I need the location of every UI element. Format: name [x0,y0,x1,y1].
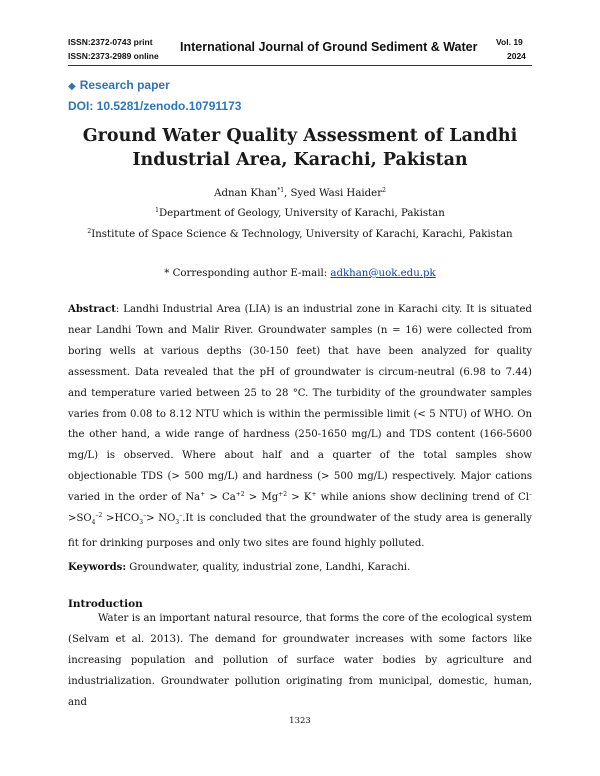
so4-charge: –2 [95,512,103,520]
abstract-label: Abstract [68,304,116,315]
abstract-text-6: >SO [68,513,92,525]
volume: Vol. 19 [496,37,523,47]
mg-charge: +2 [278,491,288,499]
affiliation-1-text: Department of Geology, University of Karachi, Pakistan [158,208,445,219]
so4-subscript: 4 [91,519,96,527]
na-charge: + [200,491,206,499]
keywords-text: Groundwater, quality, industrial zone, Landhi, Karachi. [126,562,411,573]
abstract-text-5: while anions show declining trend of Cl [316,492,530,504]
header-divider [68,65,532,66]
no3-charge: – [179,512,183,520]
hco3-subscript: 3 [139,519,144,527]
author-2: Syed Wasi Haider [290,188,383,199]
abstract-text-3: > Mg [244,492,279,504]
abstract-text-2: > Ca [205,492,236,504]
doi[interactable]: DOI: 10.5281/zenodo.10791173 [68,99,242,113]
affiliation-2-marker: 2 [87,228,92,235]
affiliation-2-text: Institute of Space Science & Technology, University of Karachi, Karachi, Pakistan [91,229,513,240]
author-separator: , [284,188,291,199]
affiliation-2 [60,229,540,240]
author-2-marker: 2 [382,187,386,194]
author-1: Adnan Khan [214,188,278,199]
abstract-text-1: : Landhi Industrial Area (LIA) is an industrial zone in Karachi city. It is situated near Landhi Town and Malir River. Groundwater samples (n = 16) were collected from boring wells at various depths (30-150 feet) that have been analyzed for quality assessment. Data revealed that the pH of groundwater is circum-neutral (6.98 to 7.44) and temperature varied between 25 to 28 °C. The turbidity of the groundwater samples varies from 0.08 to 8.12 NTU which is within the permissible limit (< 5 NTU) of WHO. On the other hand, a wide range of hardness (250-1650 mg/L) and TDS content (166-5600 mg/L) is observed. Where about half and a quarter of the total samples show objectionable TDS (> 500 mg/L) and hardness (> 500 mg/L) respectively. Major cations varied in the order of Na [68,304,532,504]
page-number: 1323 [289,716,311,726]
keywords-label: Keywords: [68,562,127,573]
paper-title: Ground Water Quality Assessment of Landhi Industrial Area, Karachi, Pakistan [82,126,518,170]
author-1-marker: *1 [277,187,285,194]
introduction-heading: Introduction [68,598,143,610]
no3-subscript: 3 [175,519,180,527]
corresponding-author [60,268,540,279]
issn-online: ISSN:2373-2989 online [68,51,159,61]
issn-print: ISSN:2372-0743 print [68,37,153,47]
abstract-text-8: > NO [146,513,176,525]
abstract-text-9: .It is concluded that the groundwater of the study area is generally fit for drinking purposes and only two sites are found highly polluted. [68,513,532,549]
corresponding-label: * Corresponding author E-mail: [164,268,331,279]
affiliation-1 [60,208,540,219]
cl-charge: – [529,491,533,499]
affiliation-1-marker: 1 [155,207,159,214]
introduction-text: Water is an important natural resource, that forms the core of the ecological system (Selvam et al. 2013). The demand for groundwater increases with some factors like increasing population and pollution of surface water bodies by agriculture and industrialization. Groundwater pollution originating from municipal, domestic, human, and [68,613,532,708]
abstract [68,300,532,555]
corresponding-email-link[interactable]: adkhan@uok.edu.pk [330,268,436,279]
diamond-icon: ◆ [68,81,76,92]
paper-type-label: Research paper [79,78,170,92]
k-charge: + [311,491,317,499]
abstract-text-7: >HCO [102,513,140,525]
journal-title: International Journal of Ground Sediment & Water [180,40,478,54]
keywords [68,558,532,579]
authors [60,188,540,199]
hco3-charge: – [143,512,147,520]
paper-type [68,78,170,92]
year: 2024 [507,51,526,61]
abstract-text-4: > K [287,492,312,504]
ca-charge: +2 [235,491,245,499]
